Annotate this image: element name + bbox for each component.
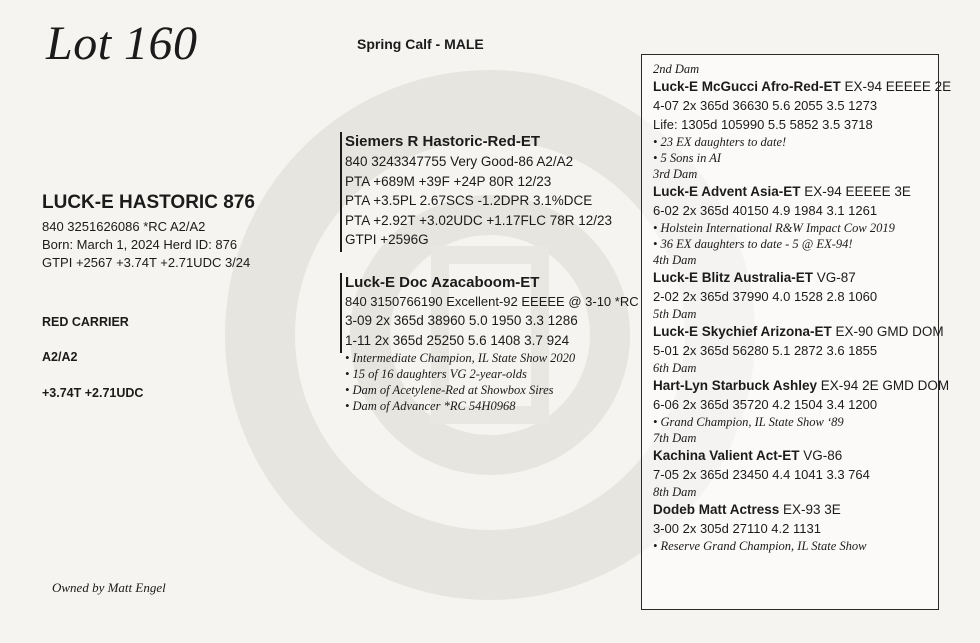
- production-record: 2-02 2x 365d 37990 4.0 1528 2.8 1060: [653, 289, 878, 304]
- dam-line: 840 3150766190 Excellent-92 EEEEE @ 3-10 *RC: [345, 294, 639, 309]
- ancestor-note: • Holstein International R&W Impact Cow 2019: [653, 221, 895, 235]
- production-record: 5-01 2x 365d 56280 5.1 2872 3.6 1855: [653, 343, 878, 358]
- lot-title: Lot 160: [46, 17, 198, 70]
- ancestor-title: Luck-E Skychief Arizona-ET: [653, 324, 832, 339]
- trait-values: +3.74T +2.71UDC: [42, 386, 144, 400]
- ancestor-title: Luck-E McGucci Afro-Red-ET: [653, 79, 841, 94]
- ancestor-note: • 23 EX daughters to date!: [653, 135, 787, 149]
- ancestor-title: Luck-E Advent Asia-ET: [653, 184, 801, 199]
- ancestor-note: • 36 EX daughters to date - 5 @ EX-94!: [653, 237, 853, 251]
- ancestor-name: [653, 268, 938, 287]
- ancestor-name: [653, 500, 938, 519]
- dam-line: 3-09 2x 365d 38960 5.0 1950 3.3 1286: [345, 313, 578, 328]
- dam-note: • Dam of Acetylene-Red at Showbox Sires: [345, 383, 554, 397]
- sire-divider: [340, 132, 342, 252]
- sire-info: [345, 132, 612, 250]
- sire-line: PTA +689M +39F +24P 80R 12/23: [345, 173, 552, 189]
- ancestor-note: • 5 Sons in AI: [653, 151, 722, 165]
- pedigree-box: [641, 54, 952, 610]
- ancestor-score: VG-87: [813, 270, 856, 285]
- generation-label: 5th Dam: [653, 307, 697, 321]
- production-record: 6-02 2x 365d 40150 4.9 1984 3.1 1261: [653, 203, 878, 218]
- ancestor-name: [653, 446, 938, 465]
- ancestor-score: EX-90 GMD DOM: [831, 324, 944, 339]
- animal-registration: 840 3251626086 *RC A2/A2: [42, 219, 206, 234]
- animal-name: LUCK-E HASTORIC 876: [42, 192, 255, 213]
- generation-label: 2nd Dam: [653, 62, 700, 76]
- dam-divider: [340, 273, 342, 353]
- production-record: 3-00 2x 305d 27110 4.2 1131: [653, 521, 821, 536]
- dam-line: 1-11 2x 365d 25250 5.6 1408 3.7 924: [345, 332, 570, 348]
- ancestor-name: [653, 322, 944, 341]
- generation-label: 4th Dam: [653, 253, 697, 267]
- generation-label: 6th Dam: [653, 361, 697, 375]
- generation-label: 8th Dam: [653, 485, 697, 499]
- calf-type: Spring Calf - MALE: [357, 36, 484, 52]
- red-carrier-label: RED CARRIER: [42, 315, 129, 329]
- ancestor-score: EX-94 EEEEE 3E: [800, 184, 911, 199]
- ancestor-score: EX-94 EEEEE 2E: [840, 79, 952, 94]
- ancestor-title: Hart-Lyn Starbuck Ashley: [653, 378, 818, 393]
- sire-line: PTA +3.5PL 2.67SCS -1.2DPR 3.1%DCE: [345, 193, 593, 208]
- dam-info: [345, 273, 639, 414]
- dam-note: • 15 of 16 daughters VG 2-year-olds: [345, 367, 527, 381]
- production-record: 6-06 2x 365d 35720 4.2 1504 3.4 1200: [653, 397, 878, 412]
- sire-line: GTPI +2596G: [345, 232, 429, 247]
- sire-line: 840 3243347755 Very Good-86 A2/A2: [345, 154, 574, 169]
- ancestor-name: [653, 182, 938, 201]
- owner-credit: Owned by Matt Engel: [52, 580, 166, 595]
- ancestor-name: [653, 376, 950, 395]
- dam-name: Luck-E Doc Azacaboom-ET: [345, 274, 540, 291]
- animal-birth-herd: Born: March 1, 2024 Herd ID: 876: [42, 237, 238, 252]
- production-record: 7-05 2x 365d 23450 4.4 1041 3.3 764: [653, 467, 870, 482]
- ancestor-score: VG-86: [799, 448, 843, 463]
- ancestor-title: Luck-E Blitz Australia-ET: [653, 270, 814, 285]
- ancestor-score: EX-94 2E GMD DOM: [817, 378, 950, 393]
- generation-label: 7th Dam: [653, 431, 697, 445]
- ancestor-note: • Reserve Grand Champion, IL State Show: [653, 539, 867, 553]
- beta-casein-label: A2/A2: [42, 350, 78, 364]
- production-record: 4-07 2x 365d 36630 5.6 2055 3.5 1273: [653, 98, 878, 113]
- sire-line: PTA +2.92T +3.02UDC +1.17FLC 78R 12/23: [345, 212, 613, 228]
- ancestor-title: Dodeb Matt Actress: [653, 502, 780, 517]
- dam-note: • Dam of Advancer *RC 54H0968: [345, 399, 516, 413]
- generation-label: 3rd Dam: [653, 167, 698, 181]
- ancestor-name: [653, 77, 952, 96]
- sire-name: Siemers R Hastoric-Red-ET: [345, 133, 541, 150]
- animal-gtpi: GTPI +2567 +3.74T +2.71UDC 3/24: [42, 255, 251, 270]
- dam-note: • Intermediate Champion, IL State Show 2020: [345, 351, 576, 365]
- ancestor-title: Kachina Valient Act-ET: [653, 448, 800, 463]
- ancestor-score: EX-93 3E: [779, 502, 841, 517]
- production-record: Life: 1305d 105990 5.5 5852 3.5 3718: [653, 117, 873, 132]
- animal-info: [42, 192, 255, 272]
- ancestor-note: • Grand Champion, IL State Show ‘89: [653, 415, 844, 429]
